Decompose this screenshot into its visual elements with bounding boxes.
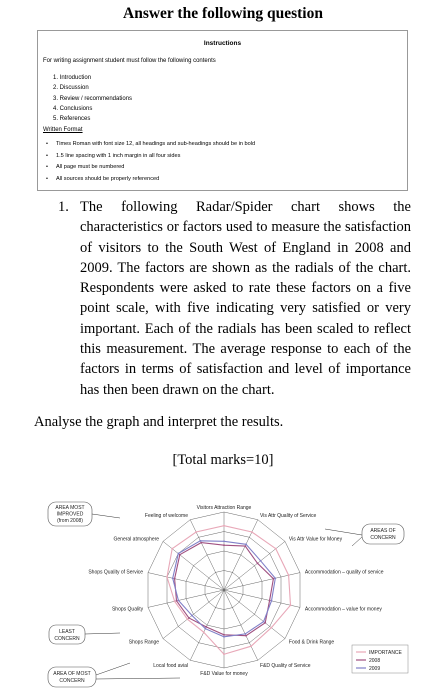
axis-label: Accommodation – quality of service (304, 569, 384, 576)
series-point (188, 617, 190, 619)
axis-label: Food & Drink Range (288, 639, 335, 646)
annotation-line: CONCERN (59, 678, 85, 684)
annotation-line: CONCERN (370, 535, 396, 541)
legend-label: 2009 (369, 666, 381, 672)
list-item: 4. Conclusions (53, 105, 93, 112)
axis-label: Shops Range (128, 639, 160, 646)
instructions-lead: For writing assignment student must follow the following contents (43, 58, 216, 64)
radar-spoke (224, 590, 285, 639)
axis-label: Visitors Attraction Range (196, 505, 252, 511)
axis-label: Vis Attr Quality of Service (260, 513, 317, 520)
chart-legend (352, 645, 408, 673)
series-point (187, 618, 189, 620)
annotation-line: CONCERN (54, 636, 80, 642)
annotation-most-improved (48, 502, 120, 526)
question-number: 1. (58, 199, 69, 215)
series-point (203, 631, 205, 633)
annotation-areas-of-concern (325, 524, 404, 546)
series-point (223, 653, 225, 655)
series-point (177, 553, 179, 555)
series-point (223, 525, 225, 527)
annotation-line: AREAS OF (370, 528, 396, 534)
list-item: • Times Roman with font size 12, all headings and sub-headings should be in bold (46, 139, 255, 151)
series-point (244, 545, 246, 547)
series-point (273, 578, 275, 580)
list-item: • All page must be numbered (46, 162, 255, 174)
axis-label: General atmosphere (113, 536, 160, 543)
instructions-title: Instructions (203, 40, 242, 47)
list-item: 1. Introduction (53, 75, 92, 81)
series-point (275, 548, 277, 550)
contents-list (53, 73, 132, 124)
radar-series-layer (166, 525, 291, 655)
series-point (264, 622, 266, 624)
series-point (245, 635, 247, 637)
series-point (223, 636, 225, 638)
series-point (191, 615, 193, 617)
series-point (166, 576, 168, 578)
series-point (178, 600, 180, 602)
list-item: • 1.5 line spacing with 1 inch margin in all four sides (46, 151, 255, 163)
list-item: 2. Discussion (53, 85, 89, 92)
annotation-line: AREA MOST (55, 505, 85, 511)
axis-label: Feeling of welcome (144, 513, 188, 520)
question-text: The following Radar/Spider chart shows the characteristics or factors used to measure the satisfaction of visitors to the South West of England in 2008 and 2009. The factors are shown as the radials of the chart. Respondents were asked to rate these factors on a five point scale, with five indicating very satisfied or very important. Each of the radials has been scaled to reflect this measurement. The average response to each of the factors in terms of satisfaction and level of importance has then been drawn on the chart. (80, 199, 411, 398)
format-rules-list (46, 139, 255, 185)
analyse-instruction: Analyse the graph and interpret the results. (34, 414, 284, 430)
axis-label: F&D Quality of Service (260, 662, 311, 669)
series-point (195, 531, 197, 533)
series-point (223, 544, 225, 546)
annotation-least-concern (49, 625, 120, 644)
series-point (257, 562, 259, 564)
series-point (199, 540, 201, 542)
series-point (223, 634, 225, 636)
axis-label: Accommodation – value for money (304, 606, 382, 613)
series-point (269, 600, 271, 602)
series-point (176, 600, 178, 602)
series-point (290, 604, 292, 606)
format-heading: Written Format (43, 127, 83, 133)
series-point (223, 540, 225, 542)
series-point (174, 578, 176, 580)
series-point (251, 531, 253, 533)
list-item: 3. Review / recommendations (53, 95, 133, 102)
series-point (270, 627, 272, 629)
legend-label: IMPORTANCE (369, 650, 402, 656)
series-point (245, 543, 247, 545)
list-item: • All sources should be properly referenced (46, 174, 255, 186)
annotation-line: LEAST (59, 629, 75, 635)
instructions-box (37, 30, 408, 191)
series-point (260, 560, 262, 562)
annotation-line: (from 2008) (57, 518, 83, 524)
series-point (205, 626, 207, 628)
series-point (244, 633, 246, 635)
axis-label: Shops Quality of Service (88, 569, 144, 576)
series-point (271, 600, 273, 602)
series-point (172, 577, 174, 579)
series-point (200, 542, 202, 544)
series-point (174, 600, 176, 602)
axis-label: Local food avial (153, 662, 188, 669)
radar-chart (0, 485, 446, 697)
series-point (288, 574, 290, 576)
radar-spoke (224, 520, 258, 590)
series-point (171, 548, 173, 550)
total-marks: [Total marks=10] (172, 452, 274, 468)
axis-label: F&D Value for money (200, 671, 248, 677)
series-point (179, 554, 181, 556)
annotation-line: AREA OF MOST (53, 671, 91, 677)
series-point (250, 645, 252, 647)
legend-label: 2008 (369, 658, 381, 664)
list-item: 5. References (53, 116, 91, 123)
series-point (263, 621, 265, 623)
axis-label: Shops Quality (111, 606, 144, 613)
series-point (205, 628, 207, 630)
axis-label: Vis Attr Value for Money (288, 536, 343, 543)
radar-spoke (190, 520, 224, 590)
annotation-line: IMPROVED (56, 511, 84, 518)
series-point (274, 577, 276, 579)
page-heading: Answer the following question (123, 5, 323, 22)
